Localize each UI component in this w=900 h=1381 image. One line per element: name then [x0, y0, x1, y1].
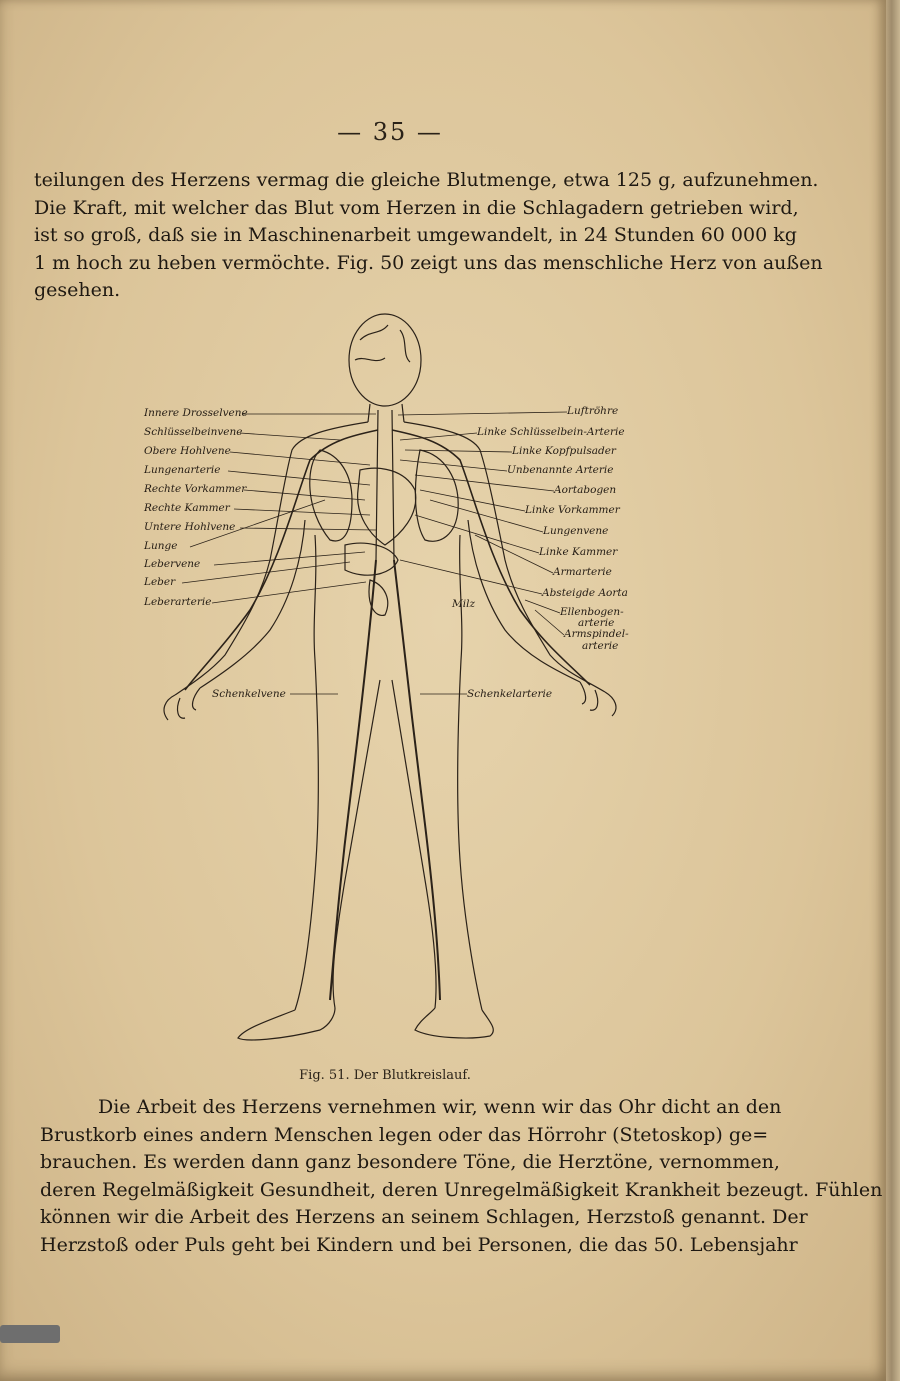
- label-luftroehre: Luftröhre: [567, 405, 619, 417]
- label-schluesselbeinvene: Schlüsselbeinvene: [144, 426, 243, 438]
- label-schenkelarterie: Schenkelarterie: [467, 688, 553, 700]
- paragraph-bottom: [40, 1094, 883, 1260]
- text-line: gesehen.: [34, 279, 121, 302]
- label-innere-drosselvene: Innere Drosselvene: [144, 407, 248, 419]
- label-untere-hohlvene: Untere Hohlvene: [144, 521, 236, 533]
- label-absteigende-aorta: Absteigde Aorta: [542, 587, 628, 599]
- paragraph-top: [34, 167, 823, 305]
- text-line: Brustkorb eines andern Menschen legen oder das Hörrohr (Stetoskop) ge=: [40, 1123, 769, 1146]
- label-obere-hohlvene: Obere Hohlvene: [144, 445, 231, 457]
- label-linke-schluesselbein-arterie: Linke Schlüsselbein-Arterie: [477, 426, 625, 438]
- figure-caption: Fig. 51. Der Blutkreislauf.: [299, 1068, 471, 1083]
- text-line: brauchen. Es werden dann ganz besondere Töne, die Herztöne, vernommen,: [40, 1151, 780, 1174]
- text-line: Herzstoß oder Puls geht bei Kindern und bei Personen, die das 50. Lebensjahr: [40, 1233, 798, 1256]
- label-rechte-kammer: Rechte Kammer: [144, 502, 230, 514]
- page-edge: [886, 0, 900, 1381]
- label-ellenbogenarterie-2: arterie: [578, 617, 615, 629]
- label-lungenvene: Lungenvene: [543, 525, 609, 537]
- label-linke-kopfpulsader: Linke Kopfpulsader: [512, 445, 616, 457]
- label-lebervene: Lebervene: [144, 558, 201, 570]
- label-leber: Leber: [144, 576, 176, 588]
- label-rechte-vorkammer: Rechte Vorkammer: [144, 483, 247, 495]
- page-number: — 35 —: [337, 118, 443, 146]
- text-line: deren Regelmäßigkeit Gesundheit, deren Unregelmäßigkeit Krankheit bezeugt. Fühlen: [40, 1178, 883, 1201]
- text-line: ist so groß, daß sie in Maschinenarbeit umgewandelt, in 24 Stunden 60 000 kg: [34, 224, 797, 247]
- text-line: Die Kraft, mit welcher das Blut vom Herzen in die Schlagadern getrieben wird,: [34, 196, 799, 219]
- text-line: können wir die Arbeit des Herzens an seinem Schlagen, Herzstoß genannt. Der: [40, 1206, 808, 1229]
- text-line: 1 m hoch zu heben vermöchte. Fig. 50 zeigt uns das menschliche Herz von außen: [34, 251, 823, 274]
- label-lunge: Lunge: [144, 540, 178, 552]
- label-aortabogen: Aortabogen: [554, 484, 617, 496]
- label-unbenannte-arterie: Unbenannte Arterie: [507, 464, 614, 476]
- label-lungenarterie: Lungenarterie: [144, 464, 221, 476]
- label-leader-lines: [130, 300, 650, 720]
- label-schenkelvene: Schenkelvene: [212, 688, 286, 700]
- text-line: teilungen des Herzens vermag die gleiche Blutmenge, etwa 125 g, aufzunehmen.: [34, 169, 819, 191]
- text-line: Die Arbeit des Herzens vernehmen wir, wenn wir das Ohr dicht an den: [98, 1096, 782, 1118]
- label-armspindelarterie: Armspindel-: [564, 628, 629, 640]
- label-linke-kammer: Linke Kammer: [539, 546, 618, 558]
- label-ellenbogenarterie: Ellenbogen-: [560, 606, 624, 618]
- binding-clip: [0, 1325, 60, 1343]
- label-linke-vorkammer: Linke Vorkammer: [525, 504, 620, 516]
- circulatory-system-figure: [130, 300, 650, 1060]
- label-leberarterie: Leberarterie: [144, 596, 212, 608]
- label-armspindelarterie-2: arterie: [582, 640, 619, 652]
- label-armarterie: Armarterie: [553, 566, 612, 578]
- label-milz: Milz: [452, 598, 475, 610]
